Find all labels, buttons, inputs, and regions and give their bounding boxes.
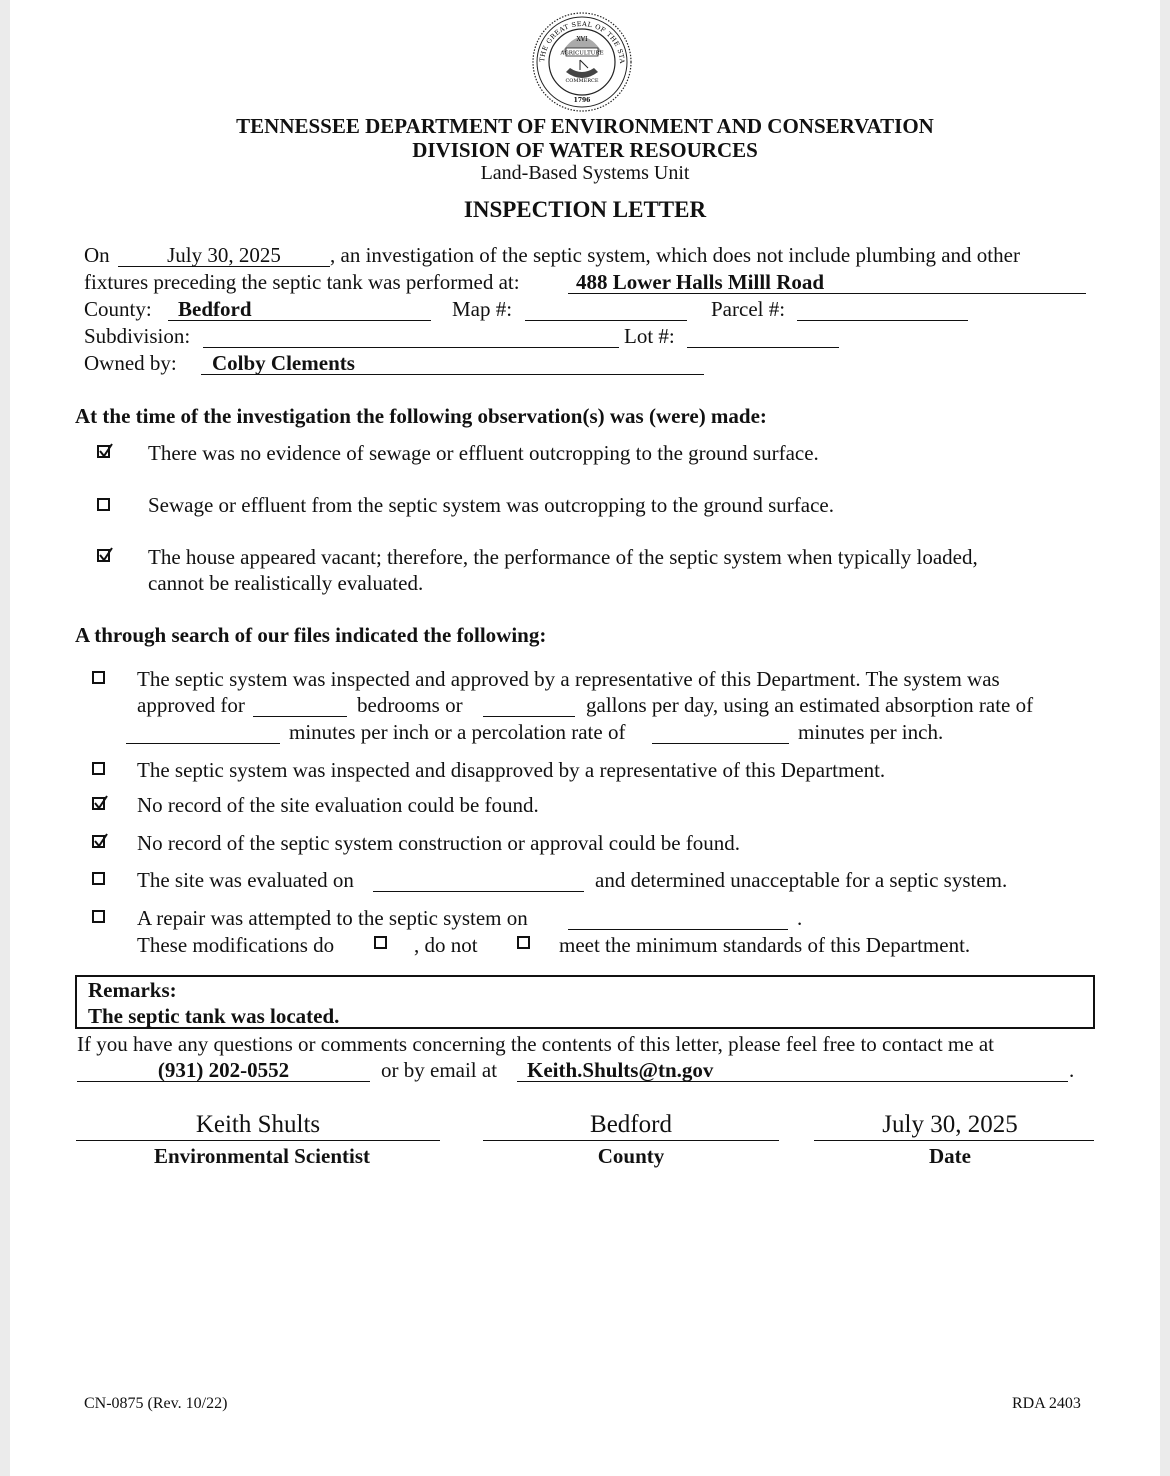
owner-label: Owned by: (84, 351, 177, 375)
seal-agriculture: AGRICULTURE (560, 50, 604, 57)
signature-date-line (814, 1140, 1094, 1141)
no-site-eval-checkbox[interactable] (92, 797, 105, 810)
perc-label: minutes per inch or a percolation rate of (289, 720, 626, 744)
county-value: Bedford (178, 297, 252, 321)
disapproved-checkbox[interactable] (92, 762, 105, 775)
contact-email[interactable]: Keith.Shults@tn.gov (527, 1058, 714, 1082)
seal-ring-text: THE GREAT SEAL OF THE STA (538, 19, 627, 64)
division-name: DIVISION OF WATER RESOURCES (412, 138, 758, 162)
site-eval-text-a: The site was evaluated on (137, 868, 354, 892)
bedrooms-label: bedrooms or (357, 693, 463, 717)
no-construction-checkbox[interactable] (92, 835, 105, 848)
gallons-label: gallons per day, using an estimated absorption rate of (586, 693, 1034, 717)
repair-checkbox[interactable] (92, 910, 105, 923)
repair-date-line (568, 929, 788, 930)
checkmark-icon (92, 795, 109, 812)
seal-commerce: COMMERCE (565, 78, 599, 84)
observation-checkbox-3[interactable] (97, 549, 110, 562)
approved-for-label: approved for (137, 693, 245, 717)
remarks-text: The septic tank was located. (88, 1004, 340, 1028)
signature-name-line (76, 1140, 440, 1141)
property-address: 488 Lower Halls Milll Road (576, 270, 825, 294)
approved-checkbox[interactable] (92, 671, 105, 684)
repair-text: A repair was attempted to the septic system on (137, 906, 528, 930)
bedrooms-line (253, 716, 347, 717)
meet-standards-text: meet the minimum standards of this Department. (559, 933, 971, 957)
contact-phone: (931) 202-0552 (157, 1058, 290, 1082)
department-name: TENNESSEE DEPARTMENT OF ENVIRONMENT AND CONSERVATION (236, 114, 934, 138)
no-construction-text: No record of the septic system construction or approval could be found. (137, 831, 741, 855)
checkmark-icon (92, 833, 109, 850)
perc-line (652, 743, 789, 744)
repair-period: . (797, 906, 803, 930)
site-eval-date-line (373, 891, 584, 892)
approved-text-1: The septic system was inspected and approved by a representative of this Department. The system was (137, 667, 1000, 691)
unit-name: Land-Based Systems Unit (480, 162, 690, 184)
owner-name: Colby Clements (212, 351, 355, 375)
site-eval-text-b: and determined unacceptable for a septic system. (595, 868, 1008, 892)
parcel-label: Parcel #: (711, 297, 786, 321)
signature-county-caption: County (597, 1144, 665, 1168)
subdivision-label: Subdivision: (84, 324, 191, 348)
map-line (525, 320, 687, 321)
rda-number: RDA 2403 (1012, 1395, 1081, 1412)
form-id: CN-0875 (Rev. 10/22) (84, 1395, 228, 1412)
signature-county-line (483, 1140, 779, 1141)
page-title: INSPECTION LETTER (463, 197, 707, 222)
gallons-line (483, 716, 575, 717)
remarks-label: Remarks: (88, 978, 177, 1002)
site-eval-checkbox[interactable] (92, 872, 105, 885)
observation-text-3: The house appeared vacant; therefore, the performance of the septic system when typically loaded, (148, 545, 978, 569)
lot-line (687, 347, 839, 348)
contact-text: If you have any questions or comments concerning the contents of this letter, please feel free to contact me at (77, 1032, 994, 1056)
observation-text-2: Sewage or effluent from the septic system was outcropping to the ground surface. (148, 493, 835, 517)
checkmark-icon (97, 443, 114, 460)
signature-name-caption: Environmental Scientist (153, 1144, 371, 1168)
county-label: County: (84, 297, 152, 321)
modifications-do-checkbox[interactable] (374, 936, 387, 949)
map-label: Map #: (452, 297, 513, 321)
contact-period: . (1069, 1058, 1075, 1082)
observation-checkbox-1[interactable] (97, 445, 110, 458)
or-email-label: or by email at (381, 1058, 498, 1082)
checkmark-icon (97, 547, 114, 564)
signature-date: July 30, 2025 (882, 1111, 1018, 1138)
observation-checkbox-2[interactable] (97, 498, 110, 511)
subdivision-line (203, 347, 619, 348)
mpi-label: minutes per inch. (798, 720, 944, 744)
modifications-label: These modifications do (137, 933, 335, 957)
inspection-date: July 30, 2025 (167, 243, 281, 267)
modifications-do-not-checkbox[interactable] (517, 936, 530, 949)
no-site-eval-text: No record of the site evaluation could be found. (137, 793, 539, 817)
seal-roman: XVI (576, 36, 588, 43)
disapproved-text: The septic system was inspected and disapproved by a representative of this Department. (137, 758, 886, 782)
observation-text-3b: cannot be realistically evaluated. (148, 571, 424, 595)
parcel-line (797, 320, 968, 321)
search-heading: A through search of our files indicated the following: (75, 623, 547, 647)
observation-text-1: There was no evidence of sewage or effluent outcropping to the ground surface. (148, 441, 819, 465)
observations-heading: At the time of the investigation the following observation(s) was (were) made: (75, 404, 767, 428)
signature-name: Keith Shults (195, 1111, 321, 1138)
lot-label: Lot #: (624, 324, 675, 348)
absorption-line (126, 743, 280, 744)
on-label: On (84, 243, 110, 267)
signature-county: Bedford (590, 1111, 672, 1138)
signature-date-caption: Date (929, 1144, 971, 1168)
state-seal-icon (530, 12, 634, 112)
intro-text-2: fixtures preceding the septic tank was performed at: (84, 270, 520, 294)
seal-year: 1796 (573, 97, 591, 104)
intro-text-1: , an investigation of the septic system, which does not include plumbing and other (330, 243, 1020, 267)
do-not-label: , do not (414, 933, 478, 957)
